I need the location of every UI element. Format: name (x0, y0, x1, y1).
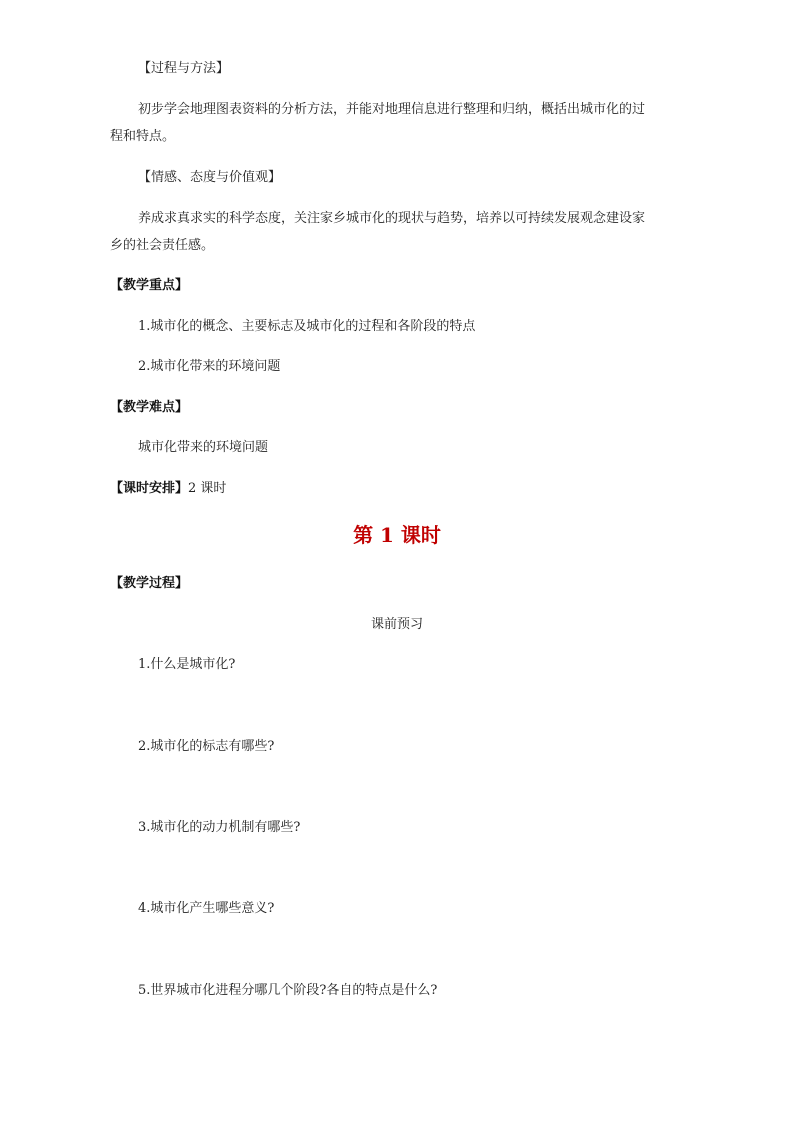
emotion-line-2: 乡的社会责任感。 (110, 238, 215, 253)
preview-question: 2.城市化的标志有哪些? (138, 739, 275, 754)
schedule-line (110, 480, 226, 498)
difficult-heading: 【教学难点】 (110, 400, 189, 415)
key-point-item: 2.城市化带来的环境问题 (138, 359, 281, 374)
preview-question: 5.世界城市化进程分哪几个阶段?各自的特点是什么? (138, 983, 438, 998)
lesson-title: 第 1 课时 (353, 523, 441, 547)
process-heading: 【教学过程】 (110, 576, 189, 591)
schedule-heading: 【课时安排】 (110, 481, 189, 496)
preview-question: 1.什么是城市化? (138, 657, 236, 672)
preview-heading: 课前预习 (370, 617, 423, 632)
key-point-item: 1.城市化的概念、主要标志及城市化的过程和各阶段的特点 (138, 319, 476, 334)
difficult-text: 城市化带来的环境问题 (138, 440, 269, 455)
emotion-heading: 【情感、态度与价值观】 (138, 170, 282, 185)
process-method-line-2: 程和特点。 (110, 129, 176, 144)
process-method-line-1: 初步学会地理图表资料的分析方法，并能对地理信息进行整理和归纳，概括出城市化的过 (138, 102, 646, 117)
preview-question: 3.城市化的动力机制有哪些? (138, 820, 301, 835)
key-points-heading: 【教学重点】 (110, 278, 189, 293)
process-method-heading: 【过程与方法】 (138, 61, 230, 76)
emotion-line-1: 养成求真求实的科学态度，关注家乡城市化的现状与趋势，培养以可持续发展观念建设家 (138, 211, 646, 226)
preview-question: 4.城市化产生哪些意义? (138, 901, 275, 916)
schedule-value: 2 课时 (188, 481, 227, 496)
